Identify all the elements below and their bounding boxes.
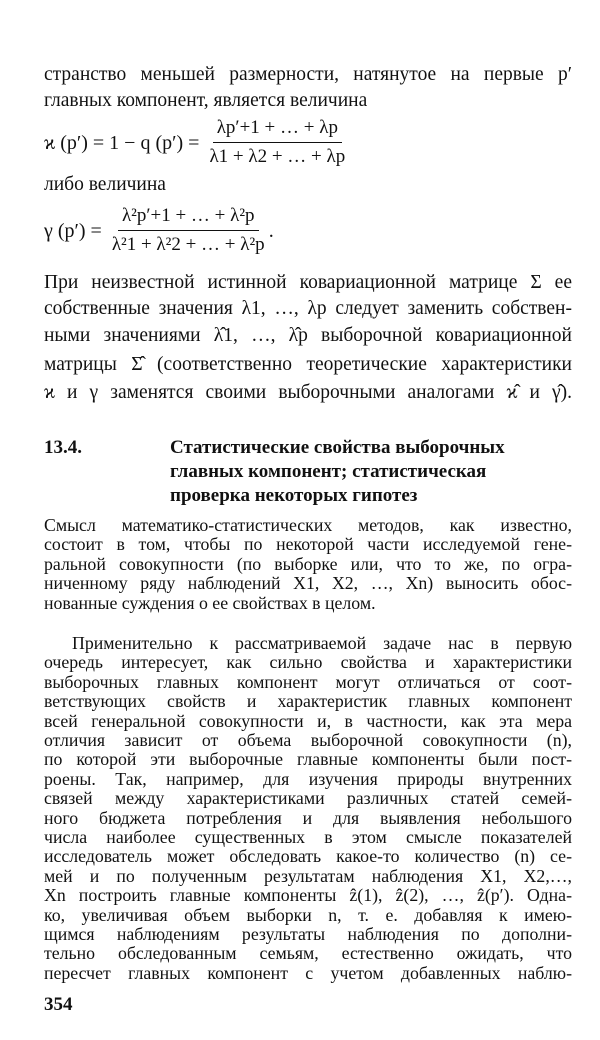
text-line: ными значениями λ̂1, …, λ̂p выборочной ковариационной [44,325,572,346]
section-number: 13.4. [44,437,82,458]
page-number: 354 [44,994,73,1015]
text-line: Xn построить главные компоненты ẑ(1), ẑ(2), …, ẑ(p′). Одна- [44,885,572,906]
formula-kappa [44,116,349,169]
text-line: При неизвестной истинной ковариационной матрице Σ ее [44,272,572,293]
text-line: тельно обследованным семьям, естественно ожидать, что [44,943,572,964]
formula-kappa-denominator: λ1 + λ2 + … + λp [209,146,346,167]
text-line: отличия зависит от объема выборочной совокупности (n), [44,730,572,750]
text-line: собственные значения λ1, …, λp следует заменить собствен- [44,298,572,319]
text-line: связей между характеристиками различных статей семей- [44,788,572,809]
formula-kappa-numerator: λp′+1 + … + λp [213,116,342,143]
text-line: щимся наблюдениям результаты наблюдения по дополни- [44,924,572,944]
formula-gamma-lhs: γ (p′) = [44,219,102,242]
text-line: мей и по полученным результатам наблюдения X1, X2,…, [44,865,572,886]
text-line: по которой эти выборочные главные компоненты были пост- [44,749,572,770]
formula-gamma-fraction [108,204,269,257]
formula-gamma [44,204,274,257]
text-line: выборочных главных компонент могут отличаться от соот- [44,671,572,692]
formula-kappa-fraction [205,116,349,169]
text-line: числа наиболее существенных в этом смысле показателей [44,827,572,847]
text-line: исследователь может обследовать какое-то количество (n) се- [44,846,572,867]
text-line: состоит в том, чтобы по некоторой части исследуемой гене- [44,534,572,555]
formula-gamma-numerator: λ²p′+1 + … + λ²p [118,204,259,231]
section-title [170,436,570,508]
text-line: ϰ и γ заменятся своими выборочными аналогами ϰ̂ и γ̂). [44,382,572,403]
text-line: всей генеральной совокупности и, в частности, как эта мера [44,710,572,731]
text-line: ниченному ряду наблюдений X1, X2, …, Xn) выносить обос- [44,573,572,594]
text-line: Смысл математико-статистических методов, как известно, [44,515,572,535]
text-line: ветствующих свойств и характеристик главных компонент [44,691,572,712]
text-line: странство меньшей размерности, натянутое на первые p′ [44,64,572,85]
formula-kappa-lhs: ϰ (p′) = 1 − q (p′) = [44,131,200,154]
formula-gamma-denominator: λ²1 + λ²2 + … + λ²p [111,234,265,255]
text-line: ного бюджета потребления и для выявления небольшого [44,807,572,828]
text-line: пересчет главных компонент с учетом добавленных наблю- [44,962,572,983]
text-line: главных компонент, является величина [44,90,368,111]
text-line: нованные суждения о ее свойствах в целом. [44,592,376,613]
section-title-line: Статистические свойства выборочных [170,437,505,458]
text-line: ральной совокупности (по выборке или, что то же, по огра- [44,553,572,574]
text-line: Применительно к рассматриваемой задаче нас в первую [72,633,572,653]
section-title-line: проверка некоторых гипотез [170,485,418,506]
section-title-line: главных компонент; статистическая [170,461,487,482]
text-line: либо величина [44,174,166,195]
formula-gamma-trailing: . [268,219,274,242]
text-line: матрицы Σ̂ (соответственно теоретические характеристики [44,354,572,375]
text-line: очередь интересует, как сильно свойства и характеристики [44,652,572,673]
text-line: ко, увеличивая объем выборки n, т. е. добавляя к имею- [44,904,572,925]
text-line: роены. Так, например, для изучения природы внутренних [44,768,572,789]
